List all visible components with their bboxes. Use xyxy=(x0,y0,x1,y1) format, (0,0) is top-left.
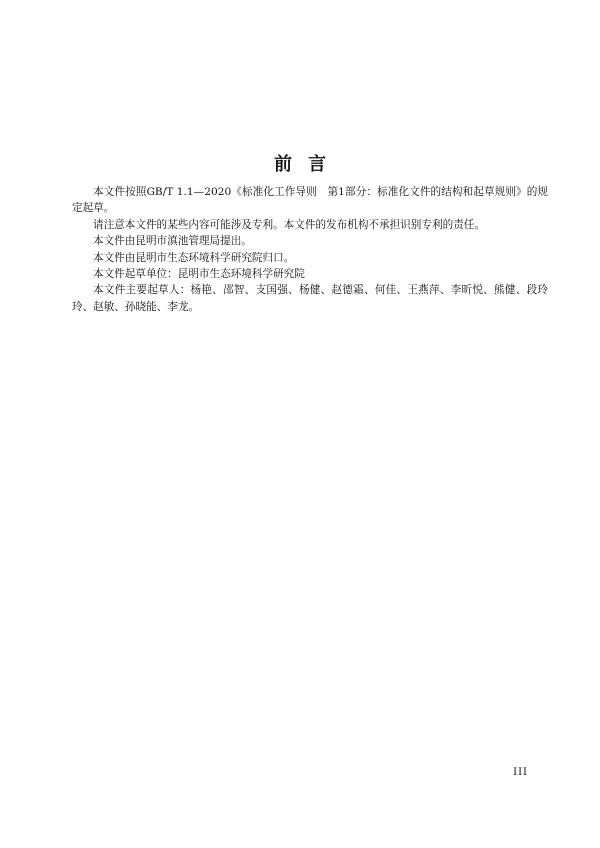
foreword-body xyxy=(72,184,548,315)
paragraph-drafting-unit: 本文件起草单位：昆明市生态环境科学研究院 xyxy=(93,268,305,281)
title-char: 言 xyxy=(308,154,326,176)
page-title xyxy=(0,150,600,176)
page-number: III xyxy=(513,767,528,778)
paragraph-standard-basis: 本文件按照GB/T 1.1—2020《标准化工作导则 第1部分：标准化文件的结构和起草规则》的规定起草。 xyxy=(72,186,548,215)
title-char: 前 xyxy=(274,154,292,176)
paragraph-patent-notice: 请注意本文件的某些内容可能涉及专利。本文件的发布机构不承担识别专利的责任。 xyxy=(93,218,485,231)
paragraph-main-drafters: 本文件主要起草人：杨艳、邵智、支国强、杨健、赵德霜、何佳、王燕萍、李昕悦、熊健、段玲玲、赵敏、孙晓能、李龙。 xyxy=(72,284,548,313)
paragraph-proposed-by: 本文件由昆明市滇池管理局提出。 xyxy=(93,235,252,248)
paragraph-centralized-by: 本文件由昆明市生态环境科学研究院归口。 xyxy=(93,251,295,264)
